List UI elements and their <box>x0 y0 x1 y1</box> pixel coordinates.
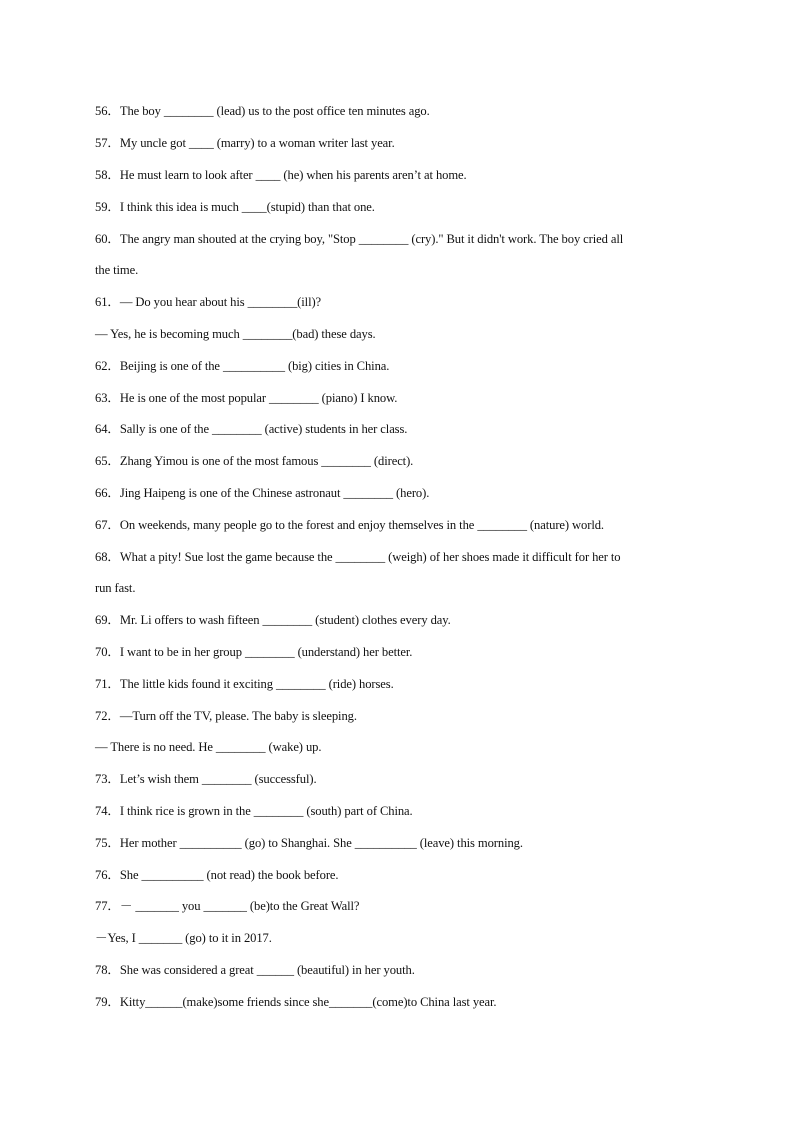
question-66: 66．Jing Haipeng is one of the Chinese astronaut ________ (hero). <box>95 486 430 500</box>
question-74: 74．I think rice is grown in the ________ (south) part of China. <box>95 804 413 818</box>
question-72: 72．—Turn off the TV, please. The baby is sleeping. <box>95 709 357 723</box>
question-65: 65．Zhang Yimou is one of the most famous ________ (direct). <box>95 454 414 468</box>
question-60-continued: the time. <box>95 263 139 277</box>
question-69: 69．Mr. Li offers to wash fifteen ________ (student) clothes every day. <box>95 613 451 627</box>
question-61-reply: — Yes, he is becoming much ________(bad) these days. <box>95 327 376 341</box>
question-67: 67．On weekends, many people go to the forest and enjoy themselves in the ________ (nature) world. <box>95 518 604 532</box>
question-68: 68．What a pity! Sue lost the game because the ________ (weigh) of her shoes made it difficult for her to <box>95 550 621 564</box>
question-62: 62．Beijing is one of the __________ (big) cities in China. <box>95 359 390 373</box>
question-57: 57．My uncle got ____ (marry) to a woman writer last year. <box>95 136 395 150</box>
question-68-continued: run fast. <box>95 581 136 595</box>
question-73: 73．Let’s wish them ________ (successful). <box>95 772 317 786</box>
question-76: 76．She __________ (not read) the book before. <box>95 868 339 882</box>
question-56: 56．The boy ________ (lead) us to the post office ten minutes ago. <box>95 104 430 118</box>
question-71: 71．The little kids found it exciting ________ (ride) horses. <box>95 677 394 691</box>
question-75: 75．Her mother __________ (go) to Shanghai. She __________ (leave) this morning. <box>95 836 523 850</box>
question-77-reply: －Yes, I _______ (go) to it in 2017. <box>95 931 272 945</box>
question-77: 77．－ _______ you _______ (be)to the Great Wall? <box>95 899 360 913</box>
question-72-reply: — There is no need. He ________ (wake) up. <box>95 740 322 754</box>
question-79: 79．Kitty______(make)some friends since she_______(come)to China last year. <box>95 995 497 1009</box>
question-61: 61．— Do you hear about his ________(ill)? <box>95 295 322 309</box>
question-70: 70．I want to be in her group ________ (understand) her better. <box>95 645 413 659</box>
question-64: 64．Sally is one of the ________ (active) students in her class. <box>95 422 408 436</box>
question-59: 59．I think this idea is much ____(stupid) than that one. <box>95 200 375 214</box>
question-78: 78．She was considered a great ______ (beautiful) in her youth. <box>95 963 415 977</box>
question-58: 58．He must learn to look after ____ (he) when his parents aren’t at home. <box>95 168 467 182</box>
question-63: 63．He is one of the most popular ________ (piano) I know. <box>95 391 398 405</box>
question-60: 60．The angry man shouted at the crying boy, "Stop ________ (cry)." But it didn't work. The boy cried all <box>95 232 624 246</box>
